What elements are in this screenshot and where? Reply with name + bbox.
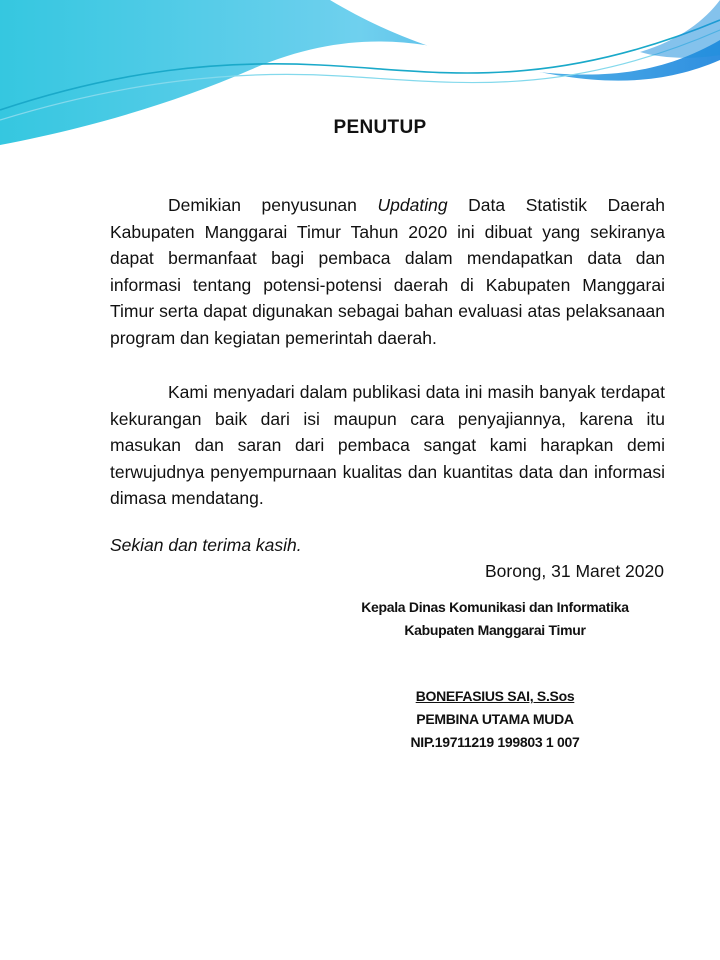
- closing-paragraph-1: [110, 192, 665, 351]
- place-and-date: Borong, 31 Maret 2020: [484, 561, 664, 581]
- signatory-rank: PEMBINA UTAMA MUDA: [416, 711, 574, 727]
- paragraph1-italic-word: Updating: [377, 195, 448, 215]
- paragraph1-text-rest: Data Statistik Daerah Kabupaten Manggarai Timur Tahun 2020 ini dibuat yang sekiranya dapat bermanfaat bagi pembaca dalam mendapatkan data dan informasi tentang potensi-potensi daerah di Kabupaten Manggarai Timur serta dapat digunakan sebagai bahan evaluasi atas pelaksanaan program dan kegiatan pemerintah daerah.: [110, 195, 665, 348]
- paragraph1-text-start: Demikian penyusunan: [168, 195, 378, 215]
- paragraph2-text: Kami menyadari dalam publikasi data ini masih banyak terdapat kekurangan baik dari isi maupun cara penyajiannya, karena itu masukan dan saran dari pembaca sangat kami harapkan demi terwujudnya penyempurnaan kualitas dan kuantitas data dan informasi dimasa mendatang.: [110, 382, 665, 508]
- signatory-nip: NIP.19711219 199803 1 007: [410, 734, 580, 750]
- page-title: PENUTUP: [333, 117, 427, 138]
- signatory-position-line1: Kepala Dinas Komunikasi dan Informatika: [361, 599, 629, 615]
- signatory-name: BONEFASIUS SAI, S.Sos: [415, 688, 575, 704]
- signatory-position-line2: Kabupaten Manggarai Timur: [404, 622, 586, 638]
- closing-greeting: Sekian dan terima kasih.: [110, 535, 302, 555]
- closing-paragraph-2: [110, 379, 665, 512]
